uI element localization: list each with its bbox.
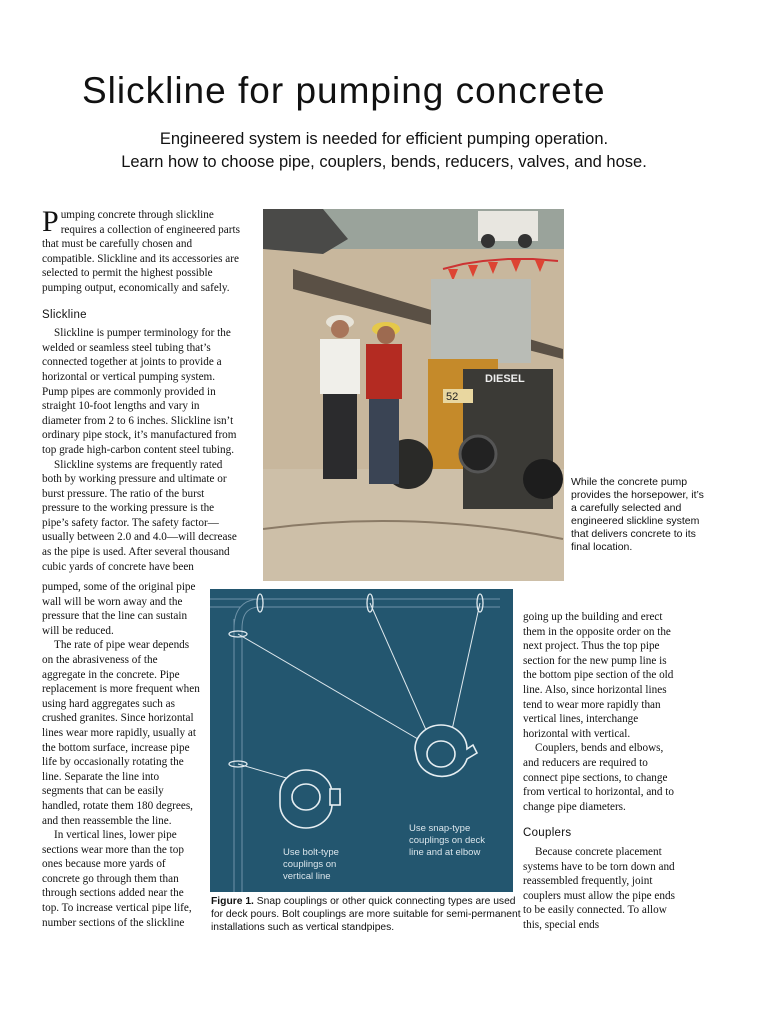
snap-label-1: Use snap-type xyxy=(409,823,471,834)
paragraph-slickline-1: Slickline is pumper terminology for the welded or seamless steel tubing that’s connected together at joints to provide a horizontal or vertical pumping system. Pump pipes are commonly provided in straight 10-foot lengths and vary in diameter from 2 to 6 inches. Slickline isn’t ordinary pipe stock, it’s manufactured from top grade high-carbon content steel tubing. xyxy=(42,327,237,456)
figure-1-caption xyxy=(211,896,521,934)
figure-caption-text: Snap couplings or other quick connecting types are used for deck pours. Bolt couplings are more suitable for semi-permanent installations such as vertical standpipes. xyxy=(211,896,521,933)
column-1-lower xyxy=(42,580,202,930)
paragraph-erect: going up the building and erect them in the opposite order on the next project. Thus the top pipe section for the new pump line is the bottom pipe section of the old line. Also, since horizontal lines tend to wear more rapidly than vertical lines, interchange horizontal with vertical. xyxy=(523,611,674,740)
column-3 xyxy=(523,610,681,932)
column-1-upper xyxy=(42,205,240,574)
snap-label-2: couplings on deck xyxy=(409,835,486,846)
heading-couplers: Couplers xyxy=(523,827,572,840)
paragraph-wear: The rate of pipe wear depends on the abrasiveness of the aggregate in the concrete. Pipe replacement is more frequent when using hard aggregates such as crushed granites. Since horizontal lines wear more rapidly, usually at the bottom surface, increase pipe life by occasionally rotating the line. Separate the line into segments that can be easily handled, rotate them 180 degrees, and then reassemble the line. xyxy=(42,639,200,827)
paragraph-slickline-2: Slickline systems are frequently rated both by working pressure and ultimate or burst pressure. The ratio of the burst pressure to the working pressure is the pipe’s safety factor. The safety factor—usually between 2.0 and 4.0—will decrease as the pipe is used. After several thousand cubic yards of concrete have been xyxy=(42,458,237,573)
subtitle-line-2: Learn how to choose pipe, couplers, bends, reducers, valves, and hose. xyxy=(121,153,647,171)
article-subtitle xyxy=(40,128,728,174)
photo-caption: While the concrete pump provides the horsepower, it’s a carefully selected and engineered slickline system that delivers concrete to its final location. xyxy=(571,476,704,553)
bolt-label-1: Use bolt-type xyxy=(283,847,339,858)
bolt-label-3: vertical line xyxy=(283,871,331,882)
subtitle-line-1: Engineered system is needed for efficient pumping operation. xyxy=(159,130,609,148)
bolt-label-2: couplings on xyxy=(283,859,337,870)
paragraph-vertical: In vertical lines, lower pipe sections wear more than the top ones because more yards of concrete go through them than through sections added near the top. To increase vertical pipe life, number sections of the slickline xyxy=(42,829,192,929)
machine-number: 52 xyxy=(446,391,459,403)
heading-slickline: Slickline xyxy=(42,308,87,321)
intro-paragraph xyxy=(42,205,240,296)
paragraph-couplers-intro: Couplers, bends and elbows, and reducers are required to connect pipe sections, to change from vertical to horizontal, and to change pipe diameters. xyxy=(523,742,674,813)
paragraph-couplers: Because concrete placement systems have to be torn down and reassembled frequently, joint couplers must allow the pipe ends to be easily connected. To allow this, special ends xyxy=(523,845,675,931)
snap-label-3: line and at elbow xyxy=(409,847,481,858)
figure-caption-label: Figure 1. xyxy=(211,896,254,907)
concrete-pump-photo xyxy=(263,209,564,581)
paragraph-slickline-2-cont: pumped, some of the original pipe wall will be worn away and the pressure that the line can sustain will be reduced. xyxy=(42,581,196,637)
dropcap: P xyxy=(42,205,59,238)
machine-label: DIESEL xyxy=(485,373,525,385)
article-title: Slickline for pumping concrete xyxy=(82,70,606,111)
intro-text: umping concrete through slickline requires a collection of engineered parts that must be carefully chosen and compatible. Slickline and its accessories are selected to permit the highest possible pumping output, economically and safely. xyxy=(42,209,240,294)
figure-1-coupling-diagram xyxy=(210,589,513,892)
